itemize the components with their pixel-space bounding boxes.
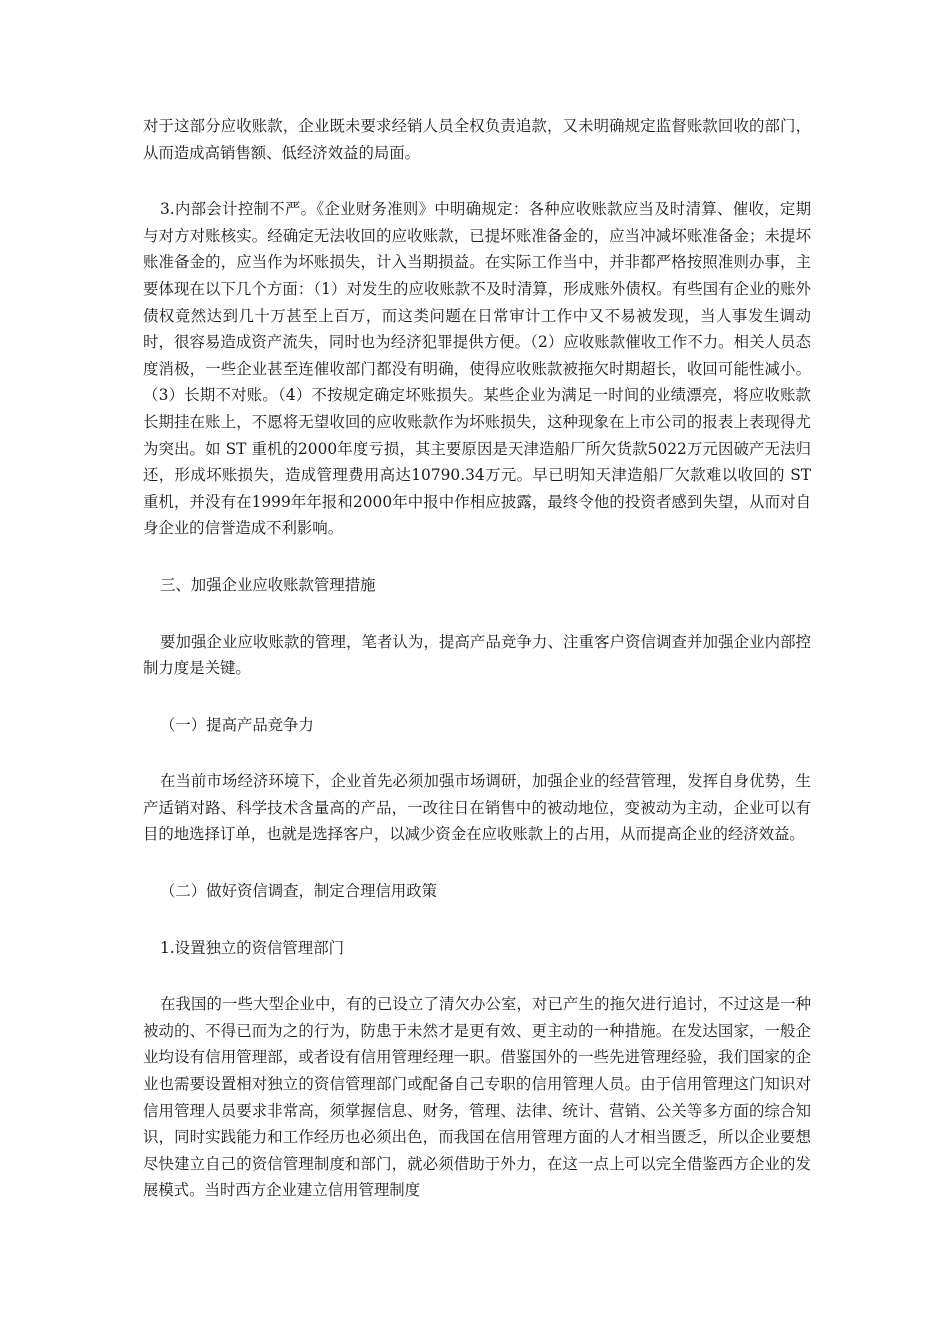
subsection-heading-2: （二）做好资信调查，制定合理信用政策 (160, 882, 438, 901)
spacer (143, 599, 811, 629)
section-heading-3: 三、加强企业应收账款管理措施 (160, 575, 376, 594)
paragraph-internal-control: 3.内部会计控制不严。《企业财务准则》中明确规定：各种应收账款应当及时清算、催收，定期与对方对账核实。经确定无法收回的应收账款，已提坏账准备金的，应当冲减坏账准备金；未提坏账准备金的，应当作为坏账损失，计入当期损益。在实际工作当中，并非都严格按照准则办事，主要体现在以下几个方面：（1）对发生的应收账款不及时清算，形成账外债权。有些国有企业的账外债权竟然达到几十万甚至上百万，而这类问题在日常审计工作中又不易被发现，当人事发生调动时，很容易造成资产流失，同时也为经济犯罪提供方便。（2）应收账款催收工作不力。相关人员态度消极，一些企业甚至连催收部门都没有明确，使得应收账款被拖欠时期超长，收回可能性减小。（3）长期不对账。（4）不按规定确定坏账损失。某些企业为满足一时间的业绩漂亮，将应收账款长期挂在账上，不愿将无望收回的应收账款作为坏账损失，这种现象在上市公司的报表上表现得尤为突出。如 ST 重机的2000年度亏损，其主要原因是天津造船厂所欠货款5022万元因破产无法归还，形成坏账损失，造成管理费用高达10790.34万元。早已明知天津造船厂欠款难以收回的 ST 重机，并没有在1999年年报和2000年中报中作相应披露，最终令他的投资者感到失望，从而对自身企业的信誉造成不利影响。 (143, 200, 811, 538)
paragraph-receivables-responsibility: 对于这部分应收账款，企业既未要求经销人员全权负责追款，又未明确规定监督账款回收的部门，从而造成高销售额、低经济效益的局面。 (143, 117, 811, 162)
spacer (143, 905, 811, 935)
spacer (143, 848, 811, 878)
spacer (143, 738, 811, 768)
spacer (143, 166, 811, 196)
paragraph-product-competitiveness: 在当前市场经济环境下，企业首先必须加强市场调研，加强企业的经营管理，发挥自身优势，生产适销对路、科学技术含量高的产品，一改往日在销售中的被动地位，变被动为主动，企业可以有目的地选择订单，也就是选择客户，以减少资金在应收账款上的占用，从而提高企业的经济效益。 (143, 772, 811, 844)
document-page (143, 113, 811, 1204)
paragraph-credit-department: 在我国的一些大型企业中，有的已设立了清欠办公室，对已产生的拖欠进行追讨，不过这是一种被动的、不得已而为之的行为，防患于未然才是更有效、更主动的一种措施。在发达国家，一般企业均设有信用管理部，或者设有信用管理经理一职。借鉴国外的一些先进管理经验，我们国家的企业也需要设置相对独立的资信管理部门或配备自己专职的信用管理人员。由于信用管理这门知识对信用管理人员要求非常高，须掌握信息、财务，管理、法律、统计、营销、公关等多方面的综合知识，同时实践能力和工作经历也必须出色，而我国在信用管理方面的人才相当匮乏，所以企业要想尽快建立自己的资信管理制度和部门，就必须借助于外力，在这一点上可以完全借鉴西方企业的发展模式。当时西方企业建立信用管理制度 (143, 995, 811, 1200)
item-heading-1: 1.设置独立的资信管理部门 (160, 938, 344, 957)
paragraph-management-measures: 要加强企业应收账款的管理，笔者认为，提高产品竞争力、注重客户资信调查并加强企业内部控制力度是关键。 (143, 632, 811, 678)
subsection-heading-1: （一）提高产品竞争力 (160, 715, 314, 734)
spacer (143, 682, 811, 712)
spacer (143, 961, 811, 991)
spacer (143, 542, 811, 572)
